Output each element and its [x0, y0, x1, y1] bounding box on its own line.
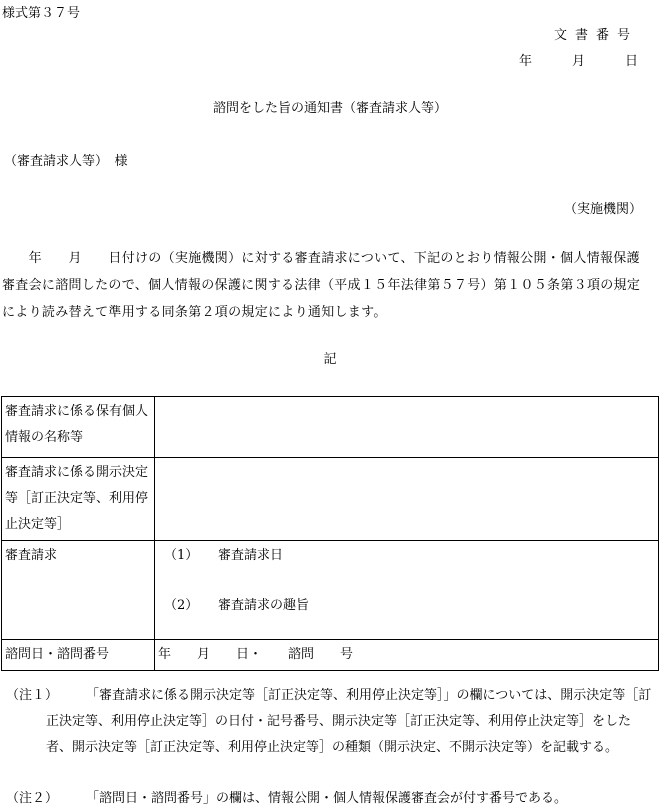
note-1-label: （注１）: [6, 688, 59, 703]
note-2-label: （注２）: [6, 791, 59, 806]
request-date-line: [158, 543, 655, 569]
request-date-label: 審査請求日: [218, 548, 284, 563]
request-purpose-line: [158, 593, 655, 619]
request-purpose-label: 審査請求の趣旨: [218, 598, 310, 613]
ki-heading: 記: [323, 352, 337, 367]
note-1: [6, 683, 654, 761]
personal-info-name-label: 審査請求に係る保有個人情報の名称等: [2, 397, 155, 458]
addressee: （審査請求人等） 様: [4, 154, 128, 169]
request-label: 審査請求: [2, 541, 155, 640]
implementing-agency: （実施機関）: [563, 202, 642, 217]
document-title: 諮問をした旨の通知書（審査請求人等）: [212, 101, 447, 116]
date-day: 日: [624, 54, 638, 69]
table-row: [2, 541, 659, 640]
table-row: [2, 640, 659, 671]
disclosure-decision-value: [155, 458, 659, 541]
date-month: 月: [571, 54, 585, 69]
disclosure-decision-label: 審査請求に係る開示決定等［訂正決定等、利用停止決定等］: [2, 458, 155, 541]
document-number-label: 文書番号: [553, 28, 638, 43]
request-purpose-number: （2）: [164, 598, 199, 613]
details-table: [1, 396, 659, 671]
date-year: 年: [518, 54, 532, 69]
consultation-value: 年 月 日・ 諮問 号: [155, 640, 659, 671]
table-row: [2, 458, 659, 541]
note-1-text: 「審査請求に係る開示決定等［訂正決定等、利用停止決定等］」の欄については、開示決定等［訂正決定等、利用停止決定等］の日付・記号番号、開示決定等［訂正決定等、利用停止決定等］をした者、開示決定等［訂正決定等、利用停止決定等］の種類（開示決定、不開示決定等）を記載する。: [46, 688, 652, 755]
document-date: [519, 50, 638, 69]
note-2-text: 「諮問日・諮問番号」の欄は、情報公開・個人情報保護審査会が付す番号である。: [86, 791, 568, 806]
request-date-number: （1）: [164, 548, 199, 563]
form-number: 様式第３７号: [2, 6, 81, 21]
personal-info-name-value: [155, 397, 659, 458]
request-value: [155, 541, 659, 640]
table-row: [2, 397, 659, 458]
notice-body-text: 年 月 日付けの（実施機関）に対する審査請求について、下記のとおり情報公開・個人情報保護審査会に諮問したので、個人情報の保護に関する法律（平成１５年法律第５７号）第１０５条第３項の規定により読み替えて準用する同条第２項の規定により通知します。: [2, 251, 641, 320]
consultation-label: 諮問日・諮問番号: [2, 640, 155, 671]
note-2: [6, 786, 654, 812]
